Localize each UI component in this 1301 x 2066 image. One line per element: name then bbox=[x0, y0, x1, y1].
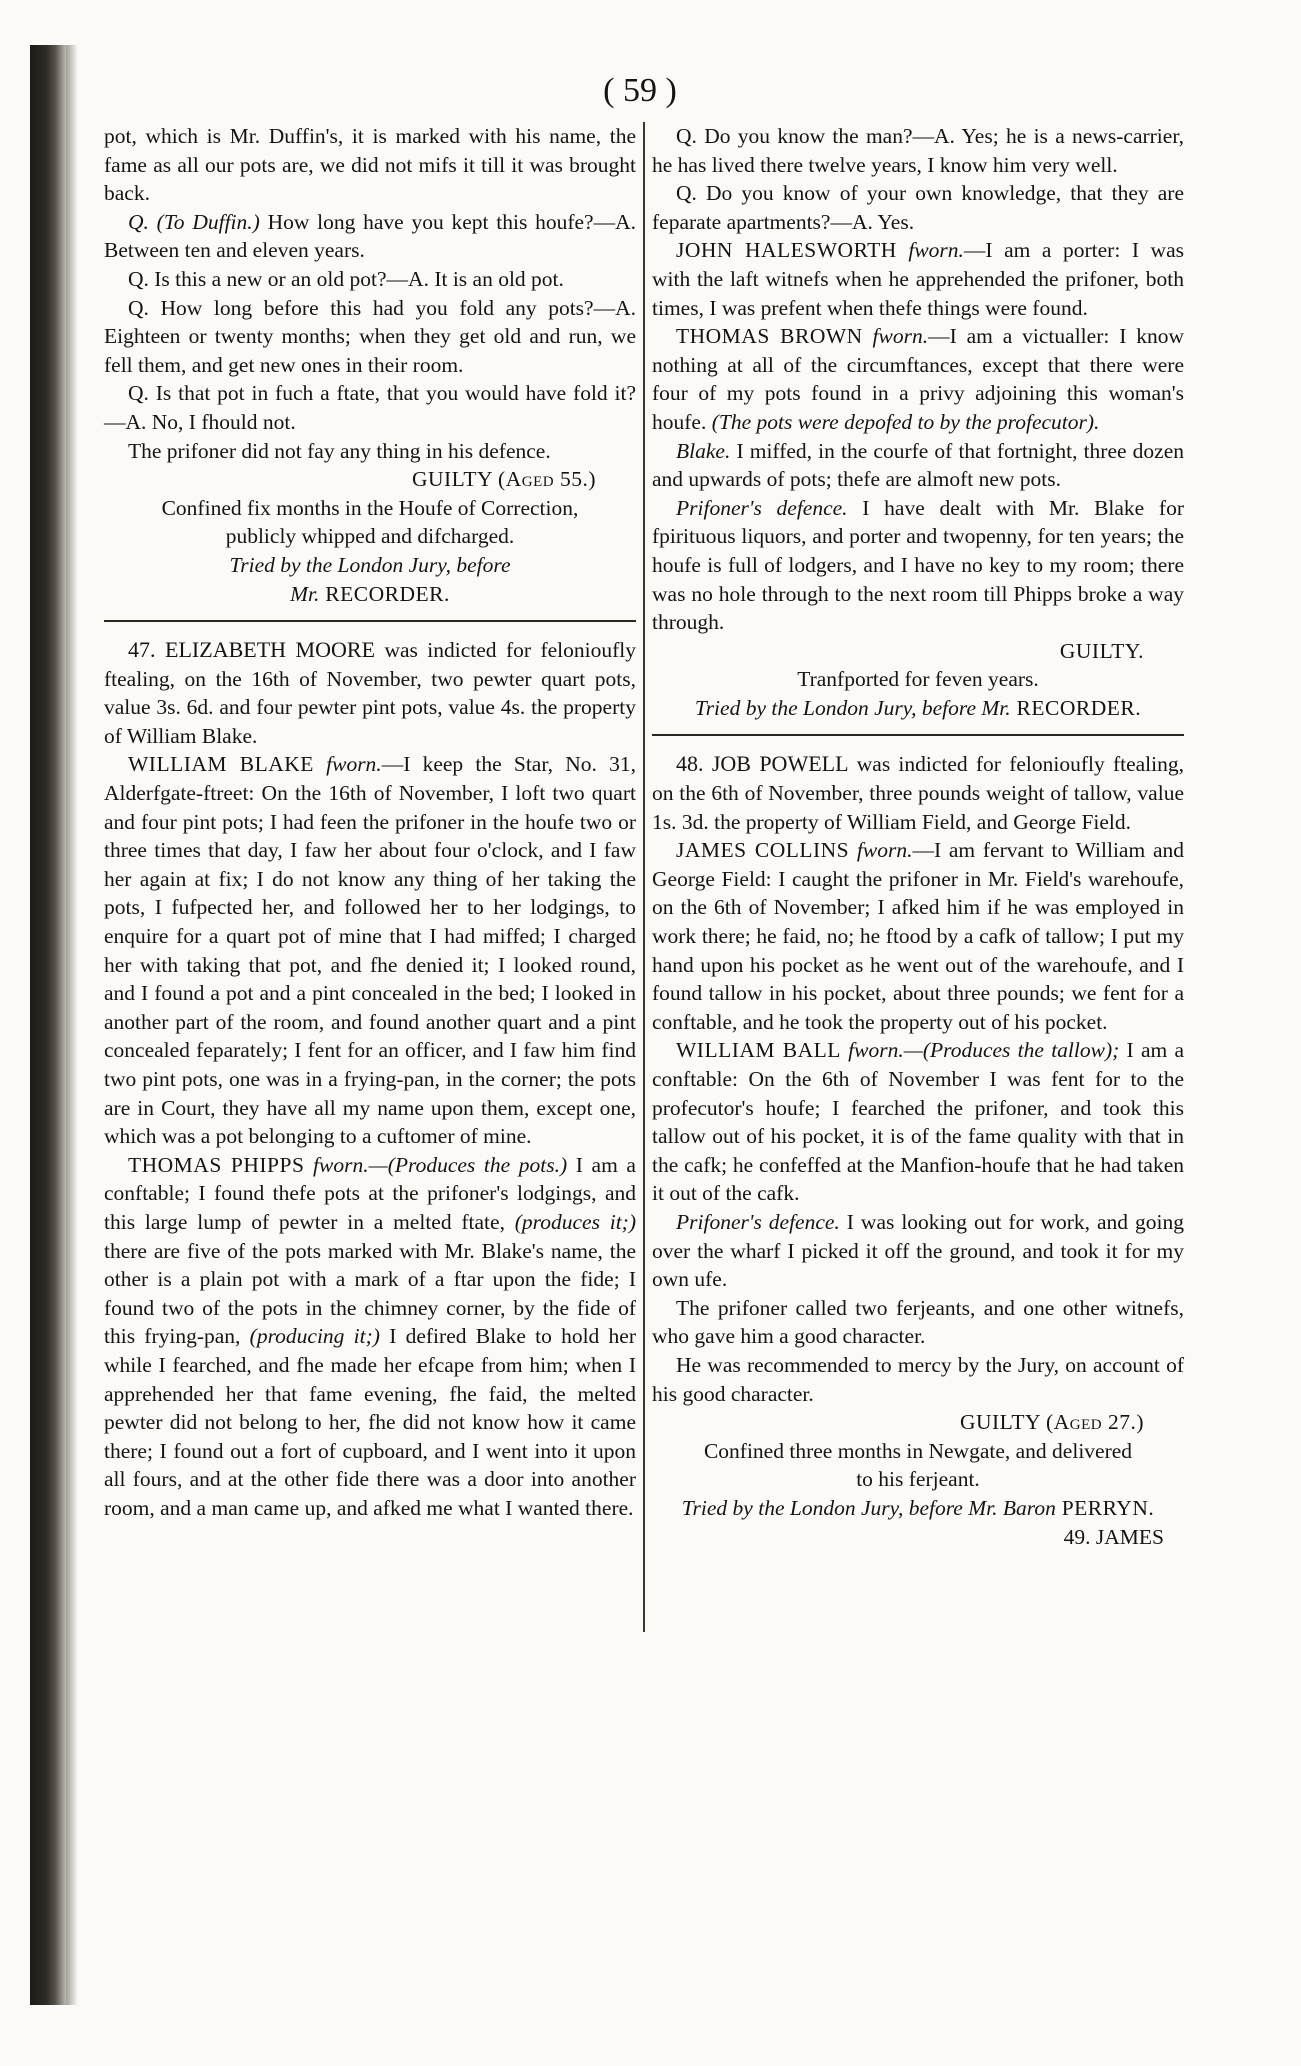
defence-statement: The prifoner did not fay any thing in his defence. bbox=[128, 438, 551, 463]
verdict: GUILTY (Aged 27.) bbox=[959, 1410, 1144, 1435]
question: Q. Is this a new or an old pot?—A. It is an old pot. bbox=[128, 266, 564, 291]
catchword: 49. JAMES bbox=[1063, 1524, 1164, 1549]
sentence: to his ferjeant. bbox=[856, 1467, 980, 1492]
testimony: THOMAS PHIPPS fworn.—(Produces the pots.) I am a conftable; I found thefe pots at the prifoner's lodgings, and this large lump of pewter in a melted ftate, (produces it;) there are five of the pots marked with Mr. Blake's name, the other is a plain pot with a mark of a ftar upon the fide; I found two of the pots in the chimney corner, by the fide of this frying-pan, (producing it;) I defired Blake to hold her while I fearched, and fhe made her efcape from him; when I apprehended her that fame evening, fhe faid, the melted pewter did not belong to her, fhe did not know how it came there; I found out a fort of cupboard, and I went into it upon all fours, and at the other fide there was a door into another room, and a man came up, and afked me what I wanted there. bbox=[104, 1152, 637, 1520]
tried-by: Tried by the London Jury, before bbox=[229, 552, 511, 577]
testimony: Blake. I miffed, in the courfe of that fortnight, three dozen and upwards of pots; thefe are almoft new pots. bbox=[652, 438, 1184, 492]
paragraph: He was recommended to mercy by the Jury, on account of his good character. bbox=[652, 1352, 1184, 1406]
question: Q. How long before this had you fold any pots?—A. Eighteen or twenty months; when they get old and run, we fell them, and get new ones in their room. bbox=[104, 295, 636, 377]
question: Q. (To Duffin.) How long have you kept this houfe?—A. Between ten and eleven years. bbox=[104, 209, 636, 263]
paragraph: pot, which is Mr. Duffin's, it is marked with his name, the fame as all our pots are, we did not mifs it till it was brought back. bbox=[104, 124, 636, 206]
left-column bbox=[104, 122, 636, 1523]
prisoner-defence: Prifoner's defence. I have dealt with Mr. Blake for fpirituous liquors, and porter and twopenny, for ten years; the houfe is full of lodgers, and I have no key to my room; there was no hole through to the next room till Phipps broke a way through. bbox=[652, 495, 1185, 635]
prisoner-defence: Prifoner's defence. I was looking out for work, and going over the wharf I picked it off the ground, and took it for my own ufe. bbox=[652, 1209, 1184, 1292]
testimony: JOHN HALESWORTH fworn.—I am a porter: I was with the laft witnefs when he apprehended the prifoner, both times, I was prefent when thefe things were found. bbox=[652, 238, 1184, 320]
question: Q. Do you know the man?—A. Yes; he is a news-carrier, he has lived there twelve years, I know him very well. bbox=[652, 124, 1184, 177]
column-divider bbox=[643, 122, 645, 1632]
right-column bbox=[652, 122, 1184, 1551]
case-separator bbox=[652, 734, 1184, 736]
verdict: GUILTY. bbox=[1059, 638, 1144, 663]
testimony: WILLIAM BALL fworn.—(Produces the tallow); I am a conftable: On the 6th of November I was fent for to the profecutor's houfe; I fearched the prifoner, and took this tallow out of his pocket, it is of the fame quality with that in the cafk; he confeffed at the Manfion-houfe that he had taken it out of the cafk. bbox=[652, 1038, 1185, 1206]
case-47-heading: 47. ELIZABETH MOORE was indicted for felonioufly ftealing, on the 16th of November, two pewter quart pots, value 3s. 6d. and four pewter pint pots, value 4s. the property of William Blake. bbox=[104, 637, 636, 748]
sentence: publicly whipped and difcharged. bbox=[225, 524, 515, 549]
testimony: JAMES COLLINS fworn.—I am fervant to William and George Field: I caught the prifoner in Mr. Field's warehoufe, on the 6th of November; I afked him if he was employed in work there; he faid, no; he ftood by a cafk of tallow; I put my hand upon his pocket as he went out of the warehoufe, and I found tallow in his pocket, about three pounds; we fent for a conftable, and he took the property out of his pocket. bbox=[652, 838, 1184, 1034]
page-number: ( 59 ) bbox=[603, 72, 677, 109]
sentence: Confined three months in Newgate, and delivered bbox=[703, 1438, 1133, 1463]
tried-by: Tried by the London Jury, before Mr. Baron PERRYN. bbox=[681, 1495, 1155, 1520]
question: Q. Do you know of your own knowledge, that they are feparate apartments?—A. Yes. bbox=[652, 181, 1184, 234]
question: Q. Is that pot in fuch a ftate, that you would have fold it?—A. No, I fhould not. bbox=[104, 381, 636, 434]
sentence: Tranfported for feven years. bbox=[797, 667, 1039, 692]
verdict: GUILTY (Aged 55.) bbox=[411, 467, 596, 492]
tried-by: Mr. RECORDER. bbox=[290, 581, 450, 606]
case-separator bbox=[104, 620, 636, 622]
book-binding-edge bbox=[30, 45, 66, 2005]
testimony: WILLIAM BLAKE fworn.—I keep the Star, No. 31, Alderfgate-ftreet: On the 16th of November, I loft two quart and four pint pots; I had feen the prifoner in the houfe two or three times that day, I faw her about four o'clock, and I faw her again at fix; I do not know any thing of her taking the pots, I fufpected her, and followed her to her lodgings, to enquire for a quart pot of mine that I had miffed; I charged her with taking that pot, and fhe denied it; I looked round, and I found a pot and a pint concealed in the bed; I looked in another part of the room, and found another quart and a pint concealed feparately; I fent for an officer, and I faw him find two pint pots, one was in a frying-pan, in the corner; the pots are in Court, they have all my name upon them, except one, which was a pot belonging to a cuftomer of mine. bbox=[104, 752, 636, 1149]
tried-by: Tried by the London Jury, before Mr. RECORDER. bbox=[694, 695, 1142, 720]
testimony: THOMAS BROWN fworn.—I am a victualler: I know nothing at all of the circumftances, except that there were four of my pots found in a privy adjoining this woman's houfe. (The pots were depofed to by the profecutor). bbox=[652, 324, 1184, 434]
case-48-heading: 48. JOB POWELL was indicted for felonioufly ftealing, on the 6th of November, three pounds weight of tallow, value 1s. 3d. the property of William Field, and George Field. bbox=[652, 751, 1184, 834]
sentence: Confined fix months in the Houfe of Correction, bbox=[161, 495, 579, 520]
paragraph: The prifoner called two ferjeants, and one other witnefs, who gave him a good character. bbox=[652, 1295, 1184, 1349]
